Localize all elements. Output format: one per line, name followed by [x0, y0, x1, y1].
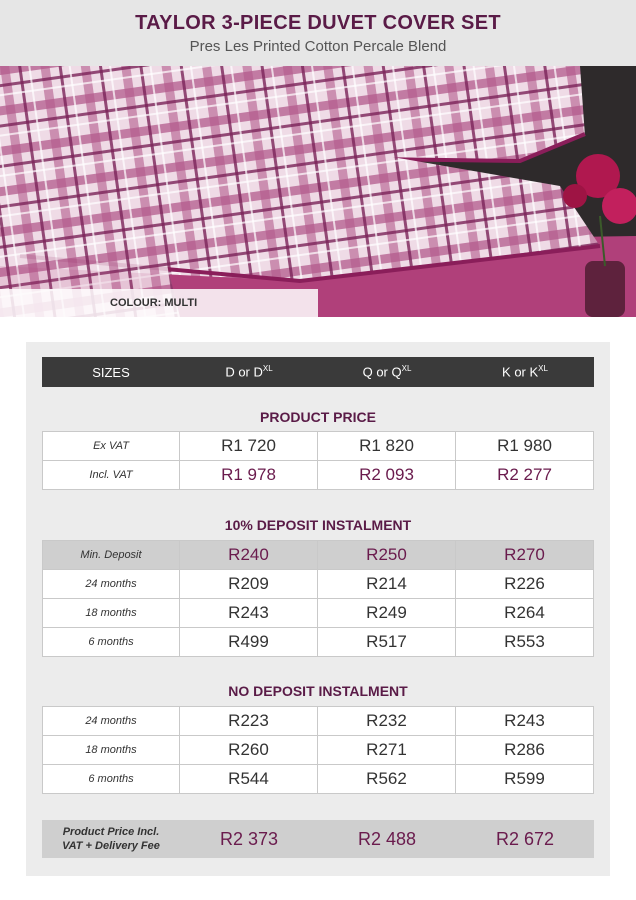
price-cell: R243	[456, 707, 594, 736]
size-queen: Q or $Q^{XL}$	[362, 364, 412, 380]
price-cell: R249	[318, 599, 456, 628]
price-cell: R2 093	[318, 461, 456, 490]
table-row	[43, 765, 594, 794]
total-label	[42, 825, 180, 853]
total-price-cell: R2 672	[495, 828, 555, 849]
price-cell: R226	[456, 570, 594, 599]
size-double: D or $D^{XL}$	[225, 364, 273, 380]
sizes-header	[42, 357, 594, 387]
table-row	[43, 736, 594, 765]
price-cell: R286	[456, 736, 594, 765]
row-label: 18 months	[43, 599, 180, 628]
table-row	[43, 599, 594, 628]
no-deposit-instalment-table	[42, 706, 594, 794]
price-cell: R562	[318, 765, 456, 794]
price-cell: R250	[318, 541, 456, 570]
price-cell: R1 720	[180, 432, 318, 461]
price-cell: R271	[318, 736, 456, 765]
row-label: 6 months	[43, 628, 180, 657]
total-price-cell: R2 373	[219, 828, 279, 849]
row-label: 24 months	[43, 570, 180, 599]
price-cell: R243	[180, 599, 318, 628]
table-row	[43, 707, 594, 736]
page-title: TAYLOR 3-PIECE DUVET COVER SET	[135, 12, 501, 34]
table-row	[43, 541, 594, 570]
sizes-label: SIZES	[92, 364, 130, 380]
price-cell: R264	[456, 599, 594, 628]
product-price-title: PRODUCT PRICE	[260, 409, 376, 425]
page-subtitle: Pres Les Printed Cotton Percale Blend	[189, 38, 447, 55]
price-cell: R499	[180, 628, 318, 657]
price-cell: R209	[180, 570, 318, 599]
price-cell: R599	[456, 765, 594, 794]
product-price-table	[42, 431, 594, 490]
price-cell: R232	[318, 707, 456, 736]
size-king: K or $K^{XL}$	[502, 364, 548, 380]
price-cell: R223	[180, 707, 318, 736]
price-cell: R1 820	[318, 432, 456, 461]
price-cell: R270	[456, 541, 594, 570]
price-cell: R2 277	[456, 461, 594, 490]
price-cell: R544	[180, 765, 318, 794]
deposit-instalment-title: 10% DEPOSIT INSTALMENT	[224, 517, 412, 533]
no-deposit-instalment-title: NO DEPOSIT INSTALMENT	[228, 683, 408, 699]
total-price-cell: R2 488	[357, 828, 417, 849]
product-photo-illustration	[0, 66, 636, 317]
colour-label: COLOUR: MULTI	[0, 289, 318, 317]
row-label: 24 months	[43, 707, 180, 736]
total-label-line1: Product Price Incl.	[62, 826, 160, 838]
price-cell: R553	[456, 628, 594, 657]
total-label-line2: VAT + Delivery Fee	[62, 840, 160, 852]
header	[0, 0, 636, 66]
price-cell: R260	[180, 736, 318, 765]
price-cell: R214	[318, 570, 456, 599]
price-cell: R1 980	[456, 432, 594, 461]
total-price-bar	[42, 820, 594, 858]
deposit-instalment-table	[42, 540, 594, 657]
price-cell: R517	[318, 628, 456, 657]
row-label: Min. Deposit	[43, 541, 180, 570]
price-cell: R240	[180, 541, 318, 570]
table-row	[43, 432, 594, 461]
table-row	[43, 628, 594, 657]
row-label: Incl. VAT	[43, 461, 180, 490]
row-label: 6 months	[43, 765, 180, 794]
table-row	[43, 461, 594, 490]
product-photo	[0, 66, 636, 317]
row-label: 18 months	[43, 736, 180, 765]
row-label: Ex VAT	[43, 432, 180, 461]
price-panel	[26, 342, 610, 876]
table-row	[43, 570, 594, 599]
price-cell: R1 978	[180, 461, 318, 490]
